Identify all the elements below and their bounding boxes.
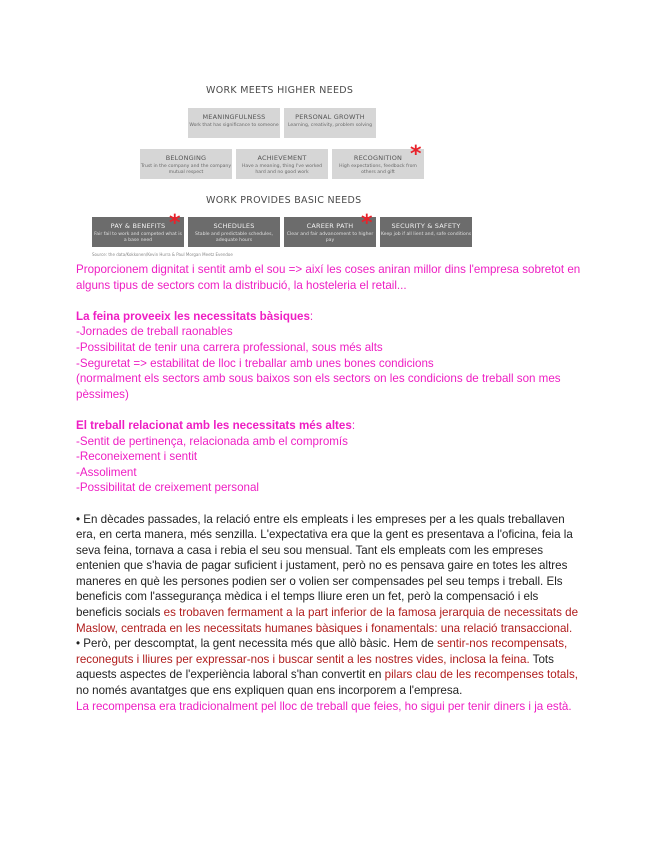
intro-paragraph: Proporcionem dignitat i sentit amb el sou => així les coses aniran millor dins l'empresa sobretot en alguns tipus de sectors com la distribució, la hosteleria el retail... (76, 263, 581, 292)
schedules-box (188, 217, 280, 247)
higher-needs-heading-colon: : (351, 418, 356, 432)
recognition-title: RECOGNITION (353, 154, 403, 162)
needs-diagram (80, 78, 520, 263)
higher-needs-heading (76, 418, 586, 434)
p2-text-c: Tots aquests aspectes de l'experiència laboral s'han convertit en (76, 652, 554, 682)
belonging-desc: Trust in the company and the company mutual respect (140, 164, 232, 175)
paragraph-past-decades (76, 512, 586, 637)
meaningfulness-desc: Work that has significance to someone (189, 123, 279, 128)
p2-text-e: no només avantatges que ens expliquen quan ens incorporem a l'empresa. (76, 684, 463, 698)
personal-growth-box (284, 108, 376, 138)
basic-needs-heading (76, 309, 586, 325)
higher-item: -Sentit de pertinença, relacionada amb el compromís (76, 434, 348, 448)
security-safety-box (380, 217, 472, 247)
higher-item: -Reconeixement i sentit (76, 450, 198, 464)
career-path-title: CAREER PATH (306, 222, 354, 230)
security-safety-desc: Keep job if all lient and, safe conditions (380, 232, 472, 237)
p2-highlight-pillars: pilars clau de les recompenses totals, (384, 668, 578, 682)
diagram-caption: Source: the data/Kokkonen/Kevin Hurra & Paul Morgan Meetz Evendoe (92, 252, 233, 257)
career-path-star-icon: * (361, 211, 373, 236)
p2-highlight-rewarded: sentir-nos recompensats, reconeguts i lliures per expressar-nos i buscar sentit a les nostres vides, inclosa la feina. (76, 637, 568, 666)
schedules-title: SCHEDULES (213, 222, 255, 230)
achievement-box (236, 149, 328, 179)
basic-needs-title: WORK PROVIDES BASIC NEEDS (206, 195, 362, 206)
schedules-desc: Stable and predictable schedules, adequate hours (195, 232, 273, 243)
meaningfulness-box (188, 108, 280, 138)
paragraph-past-decades-text: • En dècades passades, la relació entre els empleats i les empreses per a les quals treballaven era, en certa manera, més senzilla. L'expectativa era que la gent es presentava a l'oficina, feia la seva feina, tornava a casa i rebia el seu sou mensual. Tant els empleats com les empreses entenien que s'havia de pagar suficient i justament, però no es pensava gaire en totes les altres maneres en què les persones podien ser o volien ser compensades pel seu temps i treball. Els beneficis com l'assegurança mèdica i el temps lliure eren un fet, però la compensació i els beneficis socials (76, 512, 573, 620)
belonging-box (140, 149, 232, 179)
basic-needs-heading-text: La feina proveeix les necessitats bàsiques (76, 309, 310, 323)
maslow-highlight: es trobaven fermament a la part inferior de la famosa jerarquia de necessitats de Maslow, centrada en les necessitats humanes bàsiques i fonamentals: una relació transaccional. (76, 606, 579, 635)
higher-needs-heading-text: El treball relacionat amb les necessitats més altes (76, 418, 352, 432)
basic-needs-heading-colon: : (309, 309, 314, 323)
closing-paragraph: La recompensa era tradicionalment pel lloc de treball que feies, ho sigui per tenir diners i ja està. (76, 699, 572, 713)
personal-growth-title: PERSONAL GROWTH (295, 113, 365, 121)
higher-needs-title: WORK MEETS HIGHER NEEDS (206, 85, 354, 96)
basic-item-note: (normalment els sectors amb sous baixos son els sectors on les condicions de treball son mes pèssimes) (76, 372, 561, 401)
pay-benefits-title: PAY & BENEFITS (110, 222, 166, 230)
career-path-desc: Clear and fair advancement to higher pay (286, 232, 374, 243)
paragraph-more-than-basic (76, 636, 586, 698)
achievement-title: ACHIEVEMENT (257, 154, 307, 162)
pay-benefits-desc: Fair fail to work and competed what is a base need (94, 232, 182, 243)
security-safety-title: SECURITY & SAFETY (391, 222, 461, 230)
higher-item: -Possibilitat de creixement personal (76, 481, 260, 495)
pay-benefits-star-icon: * (169, 211, 181, 236)
achievement-desc: Have a meaning, thing I've worked hard and no good work (241, 164, 323, 175)
basic-item: -Seguretat => estabilitat de lloc i treballar amb unes bones condicions (76, 356, 434, 370)
higher-item: -Assoliment (76, 465, 137, 479)
recognition-desc: High expectations, feedback from others and gift (339, 164, 417, 175)
belonging-title: BELONGING (165, 154, 207, 162)
personal-growth-desc: Learning, creativity, problem solving (287, 123, 373, 128)
recognition-star-icon: * (410, 142, 422, 167)
basic-item: -Jornades de treball raonables (76, 325, 233, 339)
meaningfulness-title: MEANINGFULNESS (202, 113, 266, 121)
p2-text-a: • Però, per descomptat, la gent necessita més que allò bàsic. Hem de (76, 637, 438, 651)
document-body (76, 262, 586, 714)
basic-item: -Possibilitat de tenir una carrera professional, sous més alts (76, 340, 383, 354)
